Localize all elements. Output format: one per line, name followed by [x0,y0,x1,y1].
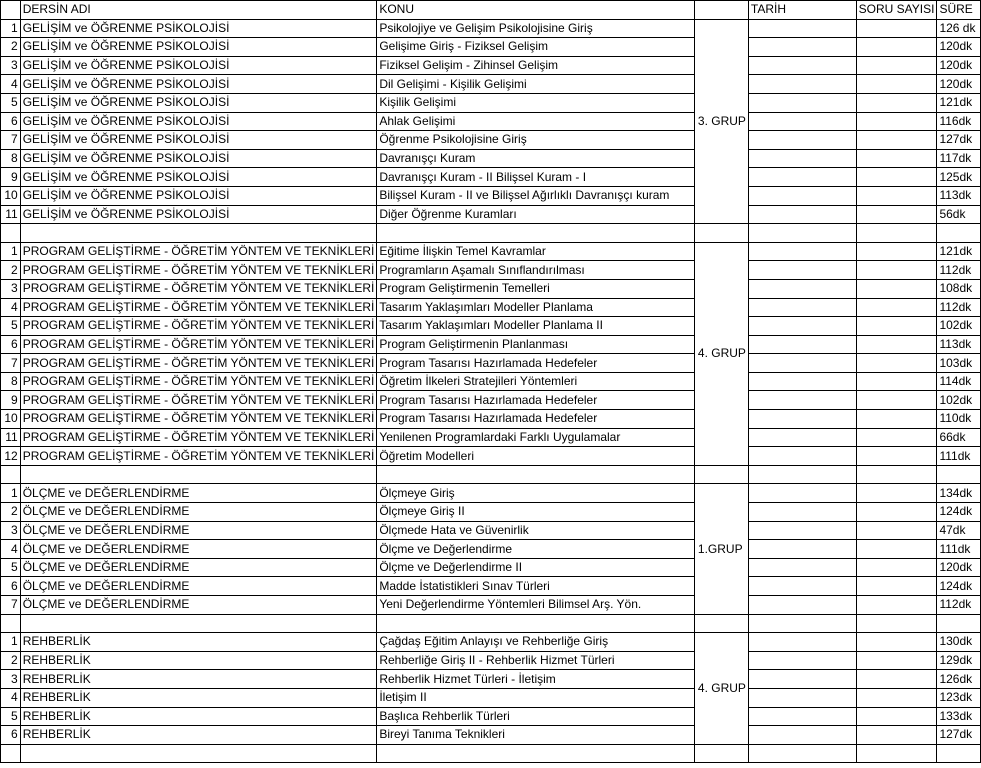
table-row [1,410,981,429]
table-row [1,670,981,689]
row-number: 6 [1,335,21,354]
duration-cell: 123dk [937,688,981,707]
topic-cell: Program Tasarısı Hazırlamada Hedefeler [377,354,695,373]
course-name-cell: GELİŞİM ve ÖĞRENME PSİKOLOJİSİ [20,93,377,112]
separator-row [1,744,981,763]
date-cell [748,75,856,94]
table-row [1,633,981,652]
question-count-cell [856,261,937,280]
empty-cell [377,614,695,633]
course-name-cell: REHBERLİK [20,670,377,689]
topic-cell: Ölçmede Hata ve Güvenirlik [377,521,695,540]
date-cell [748,131,856,150]
duration-cell: 125dk [937,168,981,187]
group-cell: 4. GRUP [694,242,748,465]
table-row [1,596,981,615]
course-name-cell: PROGRAM GELİŞTİRME - ÖĞRETİM YÖNTEM VE TEKNİKLERİ [20,391,377,410]
table-row [1,372,981,391]
row-number: 2 [1,503,21,522]
duration-cell: 66dk [937,428,981,447]
row-number: 7 [1,354,21,373]
table-row [1,317,981,336]
empty-cell [937,465,981,484]
table-row [1,131,981,150]
duration-cell: 111dk [937,540,981,559]
empty-cell [856,224,937,243]
date-cell [748,56,856,75]
duration-cell: 116dk [937,112,981,131]
group-cell: 1.GRUP [694,484,748,614]
topic-cell: Davranışçı Kuram [377,149,695,168]
table-row [1,298,981,317]
course-name-cell: ÖLÇME ve DEĞERLENDİRME [20,484,377,503]
empty-cell [1,744,21,763]
row-number: 3 [1,670,21,689]
row-number: 2 [1,651,21,670]
row-number: 6 [1,577,21,596]
topic-cell: Bireyi Tanıma Teknikleri [377,726,695,745]
row-number: 11 [1,205,21,224]
date-cell [748,261,856,280]
date-cell [748,205,856,224]
course-name-cell: PROGRAM GELİŞTİRME - ÖĞRETİM YÖNTEM VE TEKNİKLERİ [20,428,377,447]
date-cell [748,688,856,707]
duration-cell: 110dk [937,410,981,429]
course-name-cell: GELİŞİM ve ÖĞRENME PSİKOLOJİSİ [20,56,377,75]
row-number: 6 [1,112,21,131]
date-cell [748,410,856,429]
table-row [1,205,981,224]
empty-cell [748,224,856,243]
duration-cell: 102dk [937,317,981,336]
date-cell [748,503,856,522]
question-count-cell [856,298,937,317]
question-count-cell [856,335,937,354]
header-row [1,1,981,20]
table-row [1,726,981,745]
topic-cell: Öğrenme Psikolojisine Giriş [377,131,695,150]
topic-cell: Rehberliğe Giriş II - Rehberlik Hizmet Türleri [377,651,695,670]
question-count-cell [856,354,937,373]
row-number: 12 [1,447,21,466]
duration-cell: 127dk [937,726,981,745]
question-count-cell [856,410,937,429]
table-row [1,521,981,540]
row-number: 3 [1,56,21,75]
course-name-cell: REHBERLİK [20,726,377,745]
date-cell [748,19,856,38]
topic-cell: Yeni Değerlendirme Yöntemleri Bilimsel Arş. Yön. [377,596,695,615]
course-name-cell: GELİŞİM ve ÖĞRENME PSİKOLOJİSİ [20,112,377,131]
empty-cell [694,465,748,484]
empty-cell [377,744,695,763]
topic-cell: Program Geliştirmenin Planlanması [377,335,695,354]
row-number: 6 [1,726,21,745]
table-row [1,168,981,187]
question-count-cell [856,558,937,577]
date-cell [748,391,856,410]
row-number: 5 [1,317,21,336]
course-name-cell: ÖLÇME ve DEĞERLENDİRME [20,521,377,540]
duration-cell: 127dk [937,131,981,150]
duration-cell: 117dk [937,149,981,168]
table-row [1,540,981,559]
row-number: 5 [1,558,21,577]
row-number: 7 [1,131,21,150]
duration-cell: 112dk [937,298,981,317]
row-number: 7 [1,596,21,615]
table-row [1,56,981,75]
topic-cell: Rehberlik Hizmet Türleri - İletişim [377,670,695,689]
course-name-cell: PROGRAM GELİŞTİRME - ÖĞRETİM YÖNTEM VE TEKNİKLERİ [20,447,377,466]
question-count-cell [856,75,937,94]
duration-cell: 133dk [937,707,981,726]
date-cell [748,558,856,577]
course-name-cell: GELİŞİM ve ÖĞRENME PSİKOLOJİSİ [20,168,377,187]
question-count-cell [856,186,937,205]
row-number: 2 [1,261,21,280]
empty-cell [856,465,937,484]
empty-cell [377,465,695,484]
question-count-cell [856,205,937,224]
duration-cell: 134dk [937,484,981,503]
date-cell [748,242,856,261]
course-name-cell: REHBERLİK [20,633,377,652]
question-count-cell [856,168,937,187]
course-name-cell: ÖLÇME ve DEĞERLENDİRME [20,577,377,596]
empty-cell [748,465,856,484]
course-name-cell: ÖLÇME ve DEĞERLENDİRME [20,503,377,522]
row-number: 8 [1,372,21,391]
date-cell [748,521,856,540]
topic-cell: Psikolojiye ve Gelişim Psikolojisine Giriş [377,19,695,38]
header-no [1,1,21,20]
row-number: 11 [1,428,21,447]
duration-cell: 121dk [937,242,981,261]
table-row [1,19,981,38]
date-cell [748,335,856,354]
empty-cell [748,744,856,763]
question-count-cell [856,279,937,298]
course-name-cell: PROGRAM GELİŞTİRME - ÖĞRETİM YÖNTEM VE TEKNİKLERİ [20,354,377,373]
date-cell [748,298,856,317]
row-number: 2 [1,38,21,57]
empty-cell [856,744,937,763]
date-cell [748,484,856,503]
table-row [1,688,981,707]
duration-cell: 129dk [937,651,981,670]
topic-cell: İletişim II [377,688,695,707]
table-row [1,75,981,94]
question-count-cell [856,391,937,410]
row-number: 3 [1,279,21,298]
topic-cell: Tasarım Yaklaşımları Modeller Planlama II [377,317,695,336]
date-cell [748,93,856,112]
duration-cell: 126dk [937,670,981,689]
question-count-cell [856,688,937,707]
row-number: 10 [1,186,21,205]
table-row [1,391,981,410]
row-number: 1 [1,242,21,261]
question-count-cell [856,131,937,150]
date-cell [748,596,856,615]
topic-cell: Program Tasarısı Hazırlamada Hedefeler [377,410,695,429]
question-count-cell [856,726,937,745]
course-name-cell: PROGRAM GELİŞTİRME - ÖĞRETİM YÖNTEM VE TEKNİKLERİ [20,279,377,298]
question-count-cell [856,484,937,503]
question-count-cell [856,428,937,447]
date-cell [748,372,856,391]
row-number: 1 [1,484,21,503]
header-konu: KONU [377,1,695,20]
row-number: 9 [1,391,21,410]
duration-cell: 112dk [937,261,981,280]
row-number: 4 [1,75,21,94]
question-count-cell [856,670,937,689]
separator-row [1,614,981,633]
table-row [1,279,981,298]
question-count-cell [856,577,937,596]
duration-cell: 124dk [937,577,981,596]
row-number: 3 [1,521,21,540]
topic-cell: Yenilenen Programlardaki Farklı Uygulamalar [377,428,695,447]
course-name-cell: PROGRAM GELİŞTİRME - ÖĞRETİM YÖNTEM VE TEKNİKLERİ [20,298,377,317]
date-cell [748,447,856,466]
empty-cell [748,614,856,633]
date-cell [748,540,856,559]
group-cell: 4. GRUP [694,633,748,745]
duration-cell: 126 dk [937,19,981,38]
course-name-cell: GELİŞİM ve ÖĞRENME PSİKOLOJİSİ [20,38,377,57]
row-number: 4 [1,540,21,559]
table-row [1,93,981,112]
table-row [1,38,981,57]
date-cell [748,38,856,57]
table-row [1,428,981,447]
date-cell [748,707,856,726]
topic-cell: Eğitime İlişkin Temel Kavramlar [377,242,695,261]
row-number: 5 [1,707,21,726]
question-count-cell [856,633,937,652]
row-number: 10 [1,410,21,429]
row-number: 4 [1,688,21,707]
question-count-cell [856,372,937,391]
question-count-cell [856,596,937,615]
empty-cell [20,744,377,763]
topic-cell: Program Geliştirmenin Temelleri [377,279,695,298]
topic-cell: Madde İstatistikleri Sınav Türleri [377,577,695,596]
course-name-cell: GELİŞİM ve ÖĞRENME PSİKOLOJİSİ [20,131,377,150]
duration-cell: 114dk [937,372,981,391]
date-cell [748,633,856,652]
question-count-cell [856,38,937,57]
date-cell [748,726,856,745]
separator-row [1,224,981,243]
topic-cell: Davranışçı Kuram - II Bilişsel Kuram - I [377,168,695,187]
duration-cell: 47dk [937,521,981,540]
question-count-cell [856,317,937,336]
course-name-cell: GELİŞİM ve ÖĞRENME PSİKOLOJİSİ [20,186,377,205]
duration-cell: 112dk [937,596,981,615]
empty-cell [694,614,748,633]
duration-cell: 56dk [937,205,981,224]
duration-cell: 113dk [937,335,981,354]
header-soru-sayisi: SORU SAYISI [856,1,937,20]
question-count-cell [856,93,937,112]
empty-cell [856,614,937,633]
course-name-cell: REHBERLİK [20,688,377,707]
empty-cell [694,224,748,243]
date-cell [748,428,856,447]
question-count-cell [856,447,937,466]
question-count-cell [856,242,937,261]
question-count-cell [856,503,937,522]
empty-cell [937,224,981,243]
empty-cell [20,614,377,633]
course-name-cell: GELİŞİM ve ÖĞRENME PSİKOLOJİSİ [20,75,377,94]
topic-cell: Program Tasarısı Hazırlamada Hedefeler [377,391,695,410]
topic-cell: Ahlak Gelişimi [377,112,695,131]
course-name-cell: PROGRAM GELİŞTİRME - ÖĞRETİM YÖNTEM VE TEKNİKLERİ [20,372,377,391]
course-name-cell: PROGRAM GELİŞTİRME - ÖĞRETİM YÖNTEM VE TEKNİKLERİ [20,242,377,261]
duration-cell: 120dk [937,56,981,75]
duration-cell: 102dk [937,391,981,410]
topic-cell: Tasarım Yaklaşımları Modeller Planlama [377,298,695,317]
question-count-cell [856,521,937,540]
table-row [1,484,981,503]
course-name-cell: PROGRAM GELİŞTİRME - ÖĞRETİM YÖNTEM VE TEKNİKLERİ [20,261,377,280]
table-row [1,558,981,577]
question-count-cell [856,149,937,168]
empty-cell [1,224,21,243]
empty-cell [377,224,695,243]
duration-cell: 120dk [937,75,981,94]
course-name-cell: REHBERLİK [20,707,377,726]
header-tarih: TARİH [748,1,856,20]
topic-cell: Ölçme ve Değerlendirme [377,540,695,559]
row-number: 5 [1,93,21,112]
topic-cell: Başlıca Rehberlik Türleri [377,707,695,726]
row-number: 8 [1,149,21,168]
course-name-cell: ÖLÇME ve DEĞERLENDİRME [20,558,377,577]
empty-cell [937,614,981,633]
header-dersin-adi: DERSİN ADI [20,1,377,20]
empty-cell [20,465,377,484]
course-name-cell: ÖLÇME ve DEĞERLENDİRME [20,540,377,559]
empty-cell [937,744,981,763]
table-row [1,503,981,522]
duration-cell: 130dk [937,633,981,652]
table-row [1,261,981,280]
table-body [1,1,981,763]
date-cell [748,279,856,298]
table-row [1,335,981,354]
table-row [1,707,981,726]
date-cell [748,670,856,689]
topic-cell: Dil Gelişimi - Kişilik Gelişimi [377,75,695,94]
row-number: 1 [1,633,21,652]
date-cell [748,186,856,205]
date-cell [748,168,856,187]
date-cell [748,317,856,336]
date-cell [748,577,856,596]
course-name-cell: PROGRAM GELİŞTİRME - ÖĞRETİM YÖNTEM VE TEKNİKLERİ [20,410,377,429]
table-row [1,112,981,131]
topic-cell: Bilişsel Kuram - II ve Bilişsel Ağırlıklı Davranışçı kuram [377,186,695,205]
topic-cell: Diğer Öğrenme Kuramları [377,205,695,224]
topic-cell: Ölçme ve Değerlendirme II [377,558,695,577]
topic-cell: Çağdaş Eğitim Anlayışı ve Rehberliğe Giriş [377,633,695,652]
duration-cell: 124dk [937,503,981,522]
separator-row [1,465,981,484]
header-sure: SÜRE [937,1,981,20]
date-cell [748,651,856,670]
topic-cell: Kişilik Gelişimi [377,93,695,112]
header-grup [694,1,748,20]
table-row [1,354,981,373]
table-row [1,447,981,466]
topic-cell: Gelişime Giriş - Fiziksel Gelişim [377,38,695,57]
row-number: 9 [1,168,21,187]
question-count-cell [856,540,937,559]
duration-cell: 111dk [937,447,981,466]
table-row [1,651,981,670]
topic-cell: Ölçmeye Giriş [377,484,695,503]
date-cell [748,149,856,168]
course-name-cell: PROGRAM GELİŞTİRME - ÖĞRETİM YÖNTEM VE TEKNİKLERİ [20,335,377,354]
question-count-cell [856,707,937,726]
topic-cell: Fiziksel Gelişim - Zihinsel Gelişim [377,56,695,75]
duration-cell: 108dk [937,279,981,298]
question-count-cell [856,651,937,670]
topic-cell: Ölçmeye Giriş II [377,503,695,522]
course-name-cell: ÖLÇME ve DEĞERLENDİRME [20,596,377,615]
course-name-cell: PROGRAM GELİŞTİRME - ÖĞRETİM YÖNTEM VE TEKNİKLERİ [20,317,377,336]
duration-cell: 103dk [937,354,981,373]
table-row [1,186,981,205]
empty-cell [1,465,21,484]
empty-cell [694,744,748,763]
date-cell [748,112,856,131]
table-row [1,242,981,261]
empty-cell [1,614,21,633]
question-count-cell [856,112,937,131]
topic-cell: Öğretim Modelleri [377,447,695,466]
course-name-cell: GELİŞİM ve ÖĞRENME PSİKOLOJİSİ [20,149,377,168]
duration-cell: 121dk [937,93,981,112]
course-name-cell: GELİŞİM ve ÖĞRENME PSİKOLOJİSİ [20,19,377,38]
course-name-cell: GELİŞİM ve ÖĞRENME PSİKOLOJİSİ [20,205,377,224]
course-name-cell: REHBERLİK [20,651,377,670]
group-cell: 3. GRUP [694,19,748,224]
table-row [1,577,981,596]
empty-cell [20,224,377,243]
row-number: 4 [1,298,21,317]
duration-cell: 120dk [937,38,981,57]
topic-cell: Öğretim İlkeleri Stratejileri Yöntemleri [377,372,695,391]
question-count-cell [856,19,937,38]
duration-cell: 113dk [937,186,981,205]
question-count-cell [856,56,937,75]
duration-cell: 120dk [937,558,981,577]
table-row [1,149,981,168]
date-cell [748,354,856,373]
row-number: 1 [1,19,21,38]
topic-cell: Programların Aşamalı Sınıflandırılması [377,261,695,280]
